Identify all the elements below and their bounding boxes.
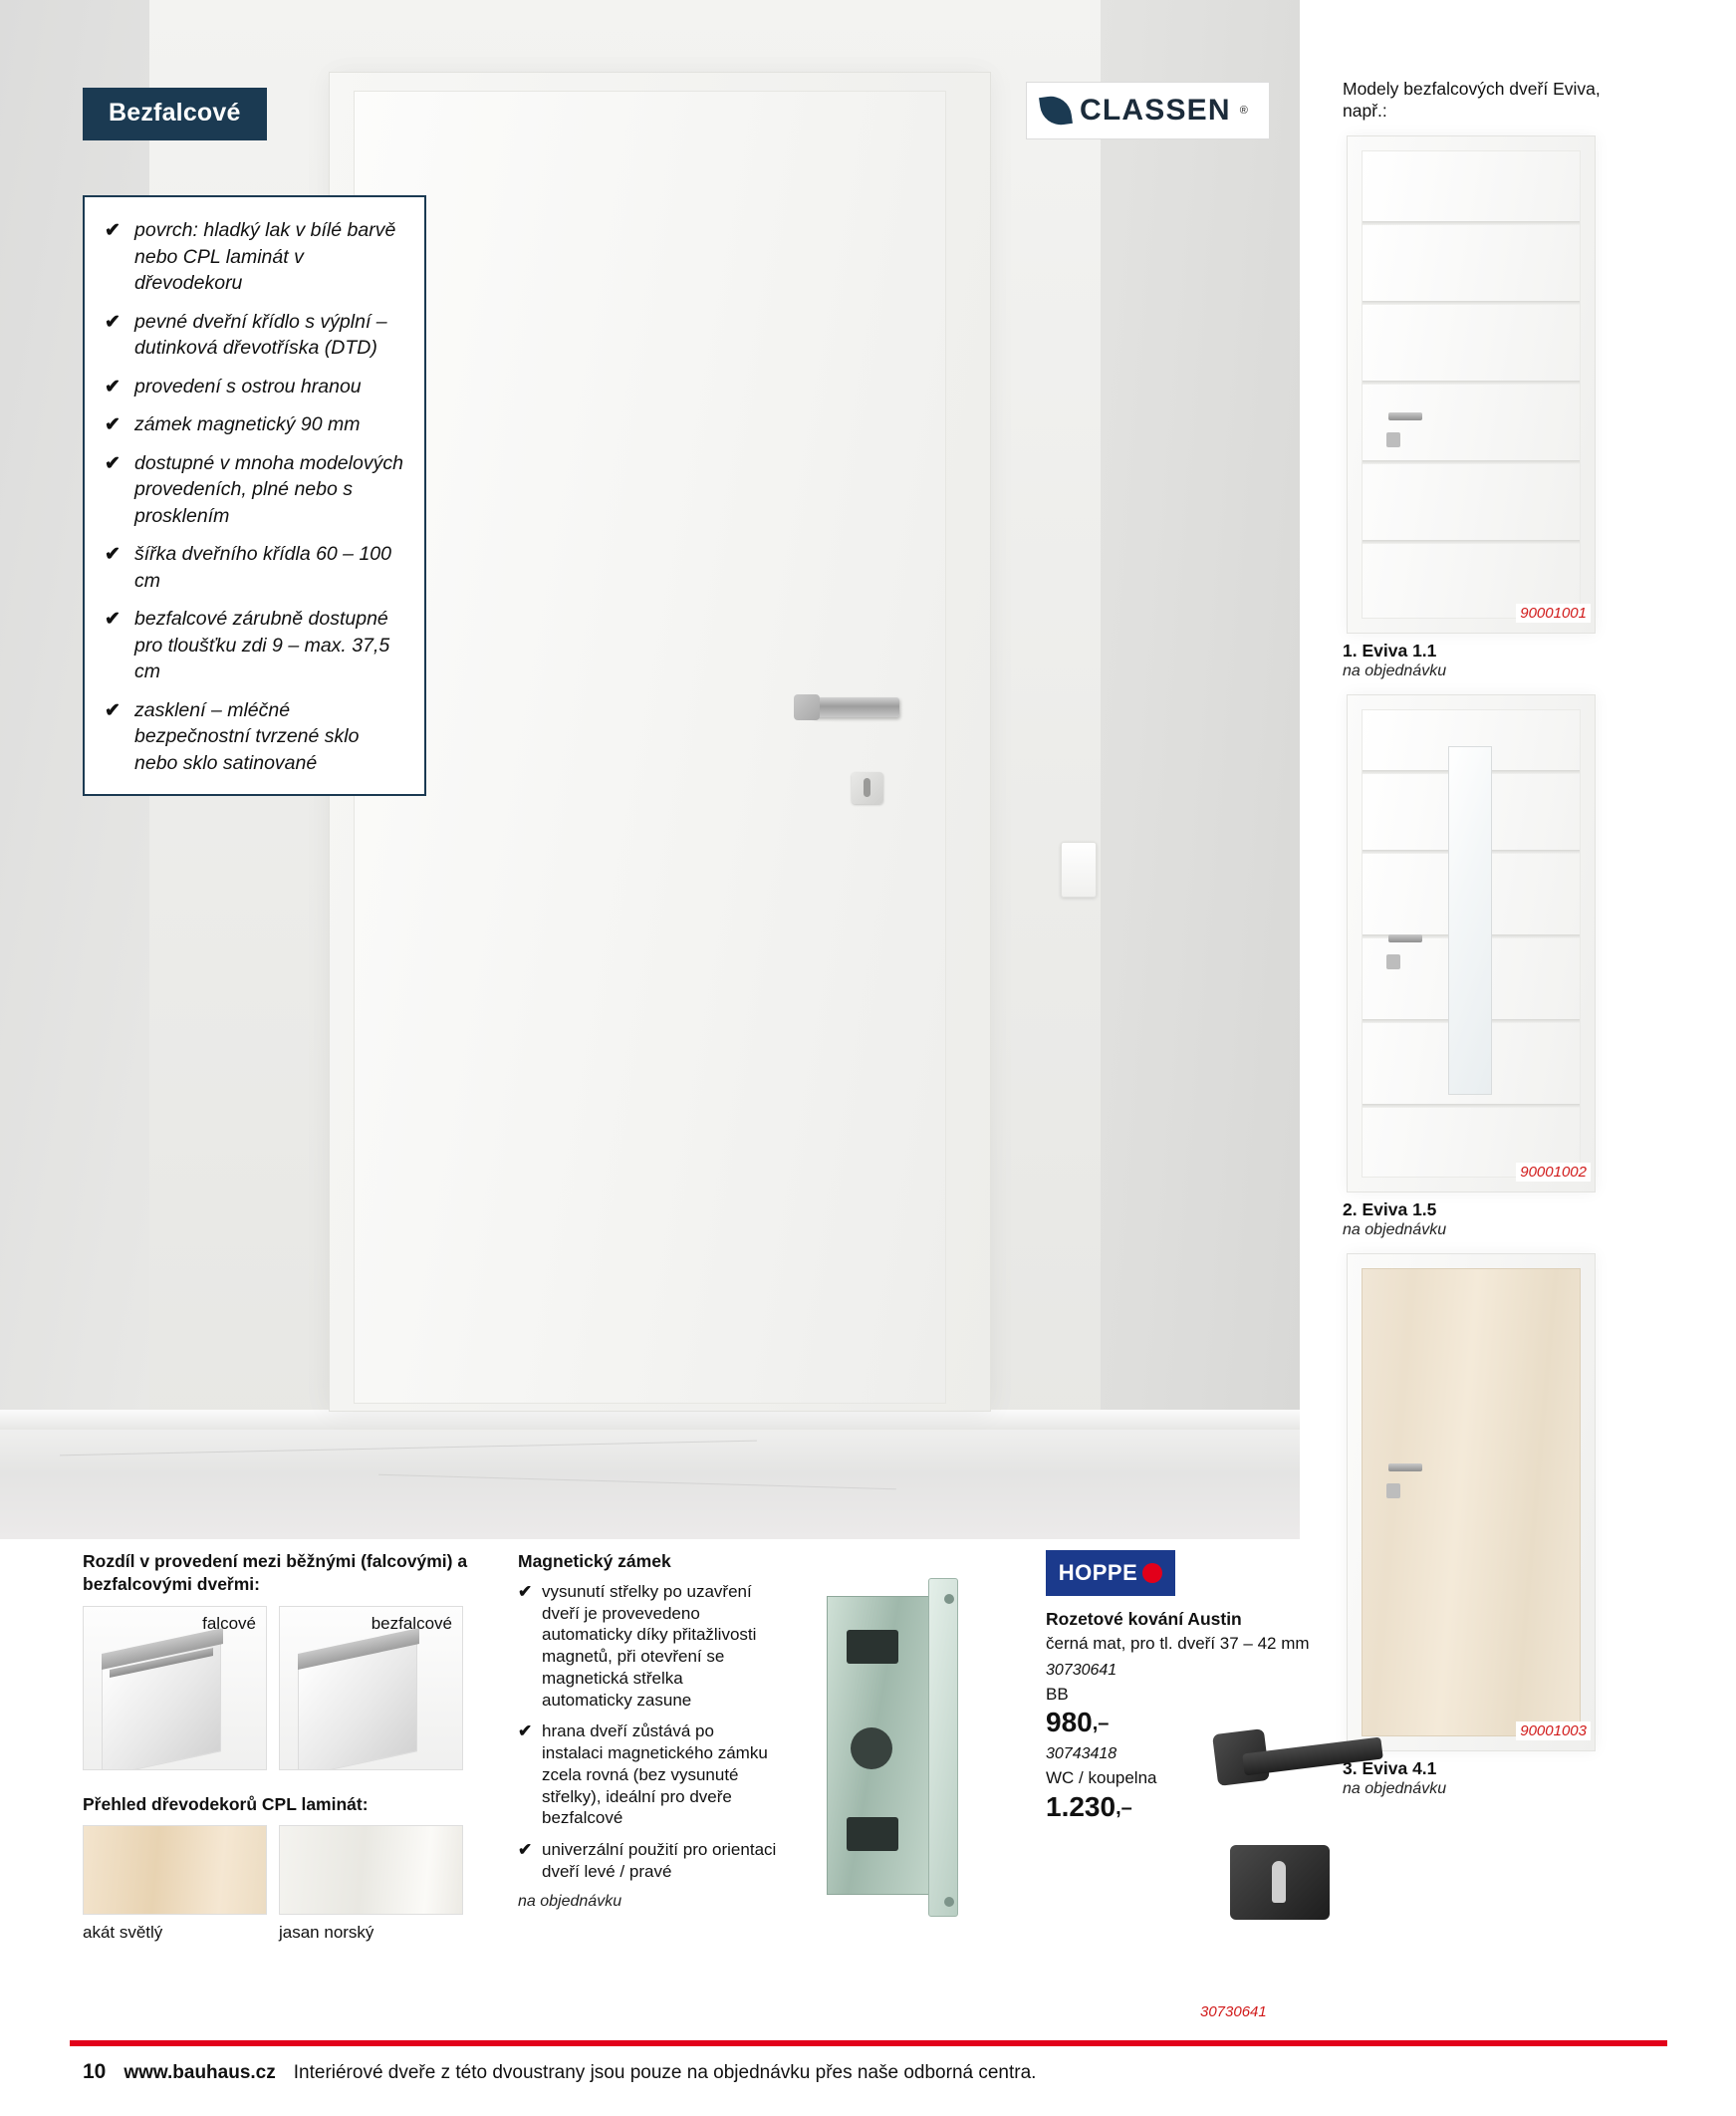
model-availability-3: na objednávku [1343,1780,1447,1798]
hardware-title: Rozetové kování Austin [1046,1609,1242,1629]
magnetic-lock-code: 30730641 [1200,2003,1267,2020]
wall-corner [1101,0,1300,1455]
feature-box [83,195,426,796]
door-frame [329,72,991,1412]
floor [0,1430,1300,1539]
feature-text: šířka dveřního křídla 60 – 100 cm [134,543,391,592]
hoppe-dot-icon [1142,1563,1162,1583]
lock-faceplate [928,1578,958,1917]
magnetic-lock-block [518,1550,966,1911]
model-card-1 [1343,135,1641,680]
feature-item [105,411,406,438]
model-image-2 [1347,694,1596,1192]
feature-text: pevné dveřní křídlo s výplní – dutinková dřevotříska (DTD) [134,310,387,360]
feature-text: zámek magnetický 90 mm [134,413,361,436]
comparison-item-falcove [83,1606,267,1770]
feature-item [105,450,406,530]
wc-thumbturn-image [1230,1845,1330,1920]
classen-logo [1026,82,1270,139]
cpl-swatch-jasan [279,1825,463,1915]
feature-item [105,374,406,400]
section-tab-bezfalcove: Bezfalcové [83,88,267,140]
model-availability-2: na objednávku [1343,1221,1447,1239]
latch-slot [847,1630,898,1664]
cpl-swatch-akat [83,1825,267,1915]
feature-text: dostupné v mnoha modelových provedeních, plné nebo s prosklením [134,451,403,527]
magnetic-lock-title: Magnetický zámek [518,1551,671,1571]
magnetic-lock-note: na objednávku [518,1892,622,1910]
website-link[interactable]: www.bauhaus.cz [124,2062,276,2083]
magnetic-lock-item [518,1581,777,1712]
check-icon: ✔ [105,544,121,566]
door-handle-image [1215,1718,1394,1812]
comparison-images [83,1606,511,1770]
hoppe-logo [1046,1550,1175,1596]
magnetic-lock-text: vysunutí střelky po uzavření dveří je provevedeno automaticky díky přitažlivosti magnetů, při otevření se magnetická střelka automaticky zasune [542,1581,757,1710]
door-leaf [1362,709,1581,1178]
hoppe-wordmark: HOPPE [1058,1560,1138,1585]
comparison-block [83,1550,511,1943]
glass-panel [1448,746,1492,1095]
door-lock-icon [1386,954,1400,969]
model-index-2: 2. [1343,1199,1358,1220]
door-leaf [354,91,946,1404]
model-name-3: Eviva 4.1 [1362,1758,1437,1779]
magnetic-lock-image [817,1578,976,1922]
leaf-icon [1039,94,1073,128]
groove-line [1363,540,1580,544]
comparison-label-falcove: falcové [202,1613,256,1633]
feature-text: povrch: hladký lak v bílé barvě nebo CPL laminát v dřevodekoru [134,219,396,295]
model-index-1: 1. [1343,641,1358,661]
registered-mark: ® [1239,105,1248,117]
check-icon: ✔ [105,609,121,631]
hardware-price-2-suffix: ,– [1116,1796,1132,1819]
hardware-price-2-value: 1.230 [1046,1790,1116,1822]
door-handle-icon [812,697,899,717]
door-lock-icon [1386,1483,1400,1498]
model-name-1: Eviva 1.1 [1362,641,1437,661]
feature-item [105,309,406,362]
hardware-variant-1: BB [1046,1685,1069,1705]
magnetic-lock-item [518,1720,777,1829]
hardware-code-1: 30730641 [1046,1662,1117,1680]
bottom-section [0,1550,1736,2038]
model-image-1 [1347,135,1596,634]
cpl-name-akat: akát světlý [83,1922,163,1942]
groove-line [1363,1104,1580,1108]
magnetic-lock-text: hrana dveří zůstává po instalaci magnetického zámku zcela rovná (bez vysunuté střelky), ideální pro dveře bezfalcové [542,1721,768,1828]
check-icon: ✔ [105,414,121,436]
model-index-3: 3. [1343,1758,1358,1779]
door-handle-icon [1388,934,1422,942]
page-number: 10 [83,2060,107,2083]
model-card-2 [1343,694,1641,1239]
model-title-1 [1343,641,1641,661]
groove-line [1363,301,1580,305]
door-lock-icon [1386,432,1400,447]
feature-item [105,606,406,685]
cpl-swatches [83,1825,511,1915]
door-handle-icon [1388,412,1422,420]
models-intro: Modely bezfalcových dveří Eviva, např.: [1343,79,1601,122]
model-availability-1: na objednávku [1343,662,1447,680]
door-lock-icon [852,772,883,804]
groove-line [1363,381,1580,385]
classen-wordmark: CLASSEN [1080,94,1231,127]
hardware-variant-2: WC / koupelna [1046,1768,1157,1788]
model-code-1: 90001001 [1516,604,1591,623]
check-icon: ✔ [105,220,121,241]
check-icon: ✔ [518,1581,533,1601]
latch-slot [847,1817,898,1851]
feature-item [105,541,406,594]
check-icon: ✔ [518,1840,533,1859]
hardware-price-1-value: 980 [1046,1707,1093,1738]
comparison-title: Rozdíl v provedení mezi běžnými (falcovými) a bezfalcovými dveřmi: [83,1551,468,1594]
model-code-2: 90001002 [1516,1163,1591,1182]
check-icon: ✔ [105,452,121,474]
hardware-block [1046,1550,1345,1823]
check-icon: ✔ [518,1721,533,1741]
door-leaf [1362,150,1581,619]
hardware-description: černá mat, pro tl. dveří 37 – 42 mm [1046,1634,1310,1653]
light-switch-icon [1061,842,1097,898]
comparison-item-bezfalcove [279,1606,463,1770]
footer-note: Interiérové dveře z této dvoustrany jsou pouze na objednávku přes naše odborná centra. [293,2062,1037,2083]
groove-line [1363,221,1580,225]
hardware-code-2: 30743418 [1046,1745,1117,1763]
model-title-2 [1343,1199,1641,1220]
screw-hole-icon [944,1594,954,1604]
magnetic-lock-text: univerzální použití pro orientaci dveří levé / pravé [542,1840,777,1881]
feature-item [105,697,406,777]
cylinder-hole [851,1727,892,1769]
footer [83,2060,1036,2084]
model-code-3: 90001003 [1516,1721,1591,1740]
feature-text: zasklení – mléčné bezpečnostní tvrzené sklo nebo sklo satinované [134,698,360,774]
footer-divider [70,2040,1667,2046]
feature-item [105,217,406,297]
feature-list [105,217,406,776]
feature-text: provedení s ostrou hranou [134,375,362,397]
comparison-label-bezfalcove: bezfalcové [371,1613,452,1633]
cpl-names [83,1915,511,1943]
groove-line [1363,460,1580,464]
check-icon: ✔ [105,311,121,333]
check-icon: ✔ [105,376,121,397]
cpl-name-jasan: jasan norský [279,1922,374,1942]
feature-text: bezfalcové zárubně dostupné pro tloušťku zdi 9 – max. 37,5 cm [134,608,390,683]
model-name-2: Eviva 1.5 [1362,1199,1437,1220]
check-icon: ✔ [105,699,121,721]
cpl-title: Přehled dřevodekorů CPL laminát: [83,1793,369,1814]
door-handle-icon [1388,1463,1422,1471]
magnetic-lock-item [518,1839,777,1883]
hardware-price-1-suffix: ,– [1092,1713,1110,1735]
screw-hole-icon [944,1897,954,1907]
